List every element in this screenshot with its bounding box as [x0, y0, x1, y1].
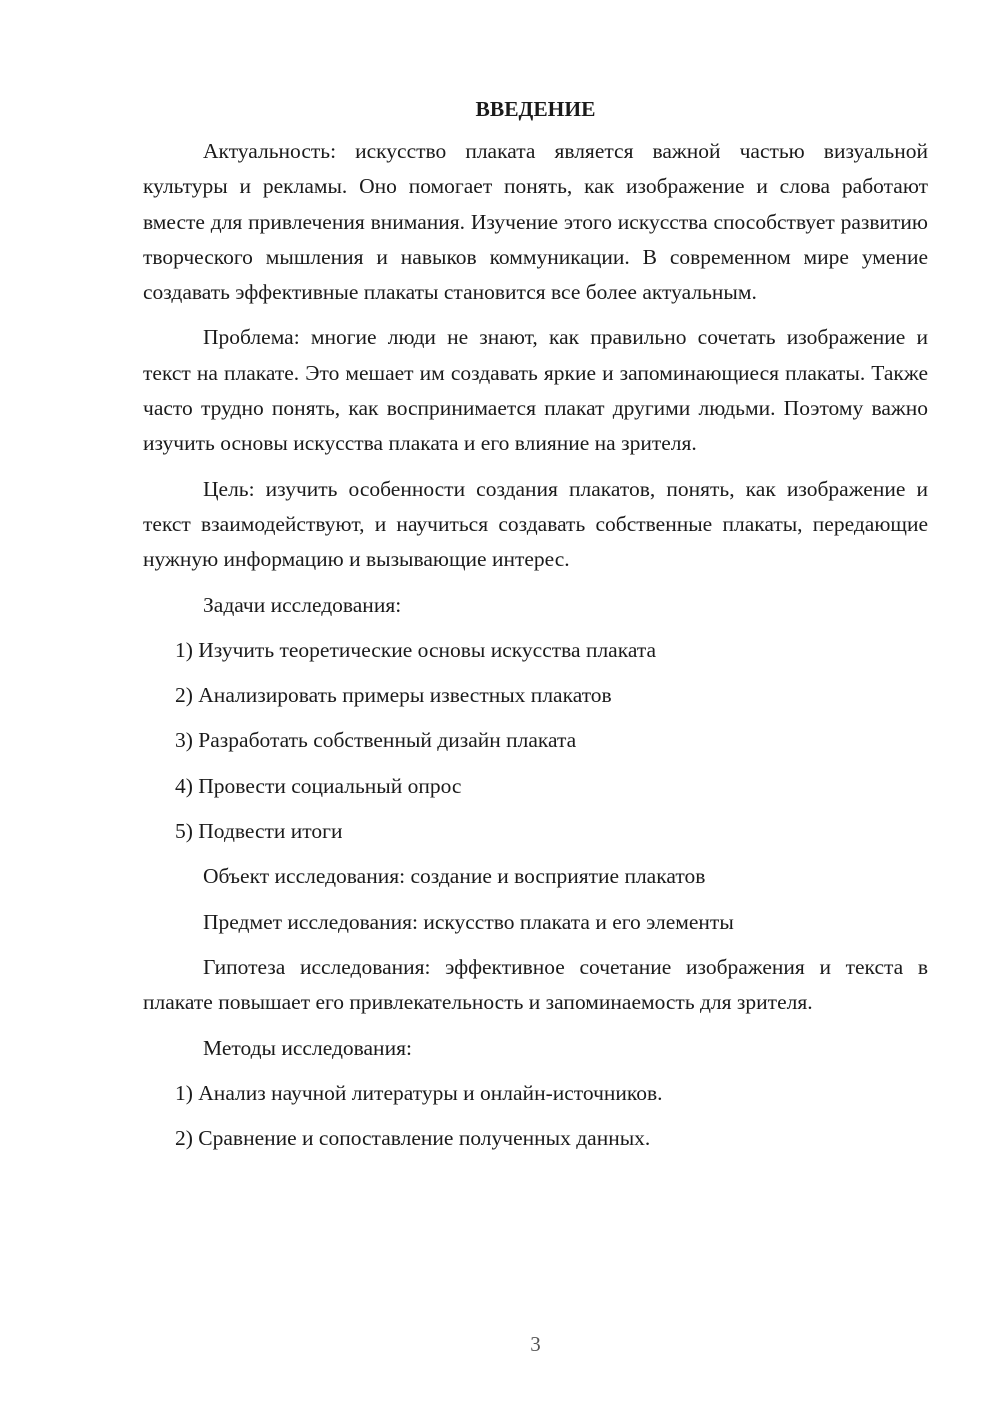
- problem-paragraph: Проблема: многие люди не знают, как правильно сочетать изображение и текст на плакате. Это мешает им создавать яркие и запоминающиеся плакаты. Также часто трудно понять, как воспринимается плакат другими людьми. Поэтому важно изучить основы искусства плаката и его влияние на зрителя.: [143, 325, 928, 456]
- task-item: 4) Провести социальный опрос: [175, 773, 462, 798]
- method-item: 2) Сравнение и сопоставление полученных данных.: [175, 1126, 651, 1151]
- research-object: Объект исследования: создание и восприятие плакатов: [203, 864, 706, 889]
- goal-paragraph: Цель: изучить особенности создания плакатов, понять, как изображение и текст взаимодействуют, и научиться создавать собственные плакаты, передающие нужную информацию и вызывающие интерес.: [143, 476, 928, 572]
- task-item: 3) Разработать собственный дизайн плаката: [175, 728, 577, 753]
- document-page: [143, 90, 928, 1166]
- task-item: 5) Подвести итоги: [175, 819, 343, 844]
- research-subject: Предмет исследования: искусство плаката и его элементы: [203, 909, 734, 934]
- task-item: 1) Изучить теоретические основы искусства плаката: [175, 637, 657, 662]
- method-item: 1) Анализ научной литературы и онлайн-источников.: [175, 1080, 663, 1105]
- page-number: 3: [530, 1332, 541, 1356]
- methods-title: Методы исследования:: [203, 1035, 412, 1060]
- hypothesis-paragraph: Гипотеза исследования: эффективное сочетание изображения и текста в плакате повышает его привлекательность и запоминаемость для зрителя.: [143, 954, 928, 1015]
- tasks-title: Задачи исследования:: [203, 592, 402, 617]
- page-title: ВВЕДЕНИЕ: [475, 97, 596, 121]
- task-item: 2) Анализировать примеры известных плакатов: [175, 683, 612, 708]
- relevance-paragraph: Актуальность: искусство плаката является важной частью визуальной культуры и рекламы. Оно помогает понять, как изображение и слова работают вместе для привлечения внимания. Изучение этого искусства способствует развитию творческого мышления и навыков коммуникации. В современном мире умение создавать эффективные плакаты становится все более актуальным.: [143, 139, 928, 305]
